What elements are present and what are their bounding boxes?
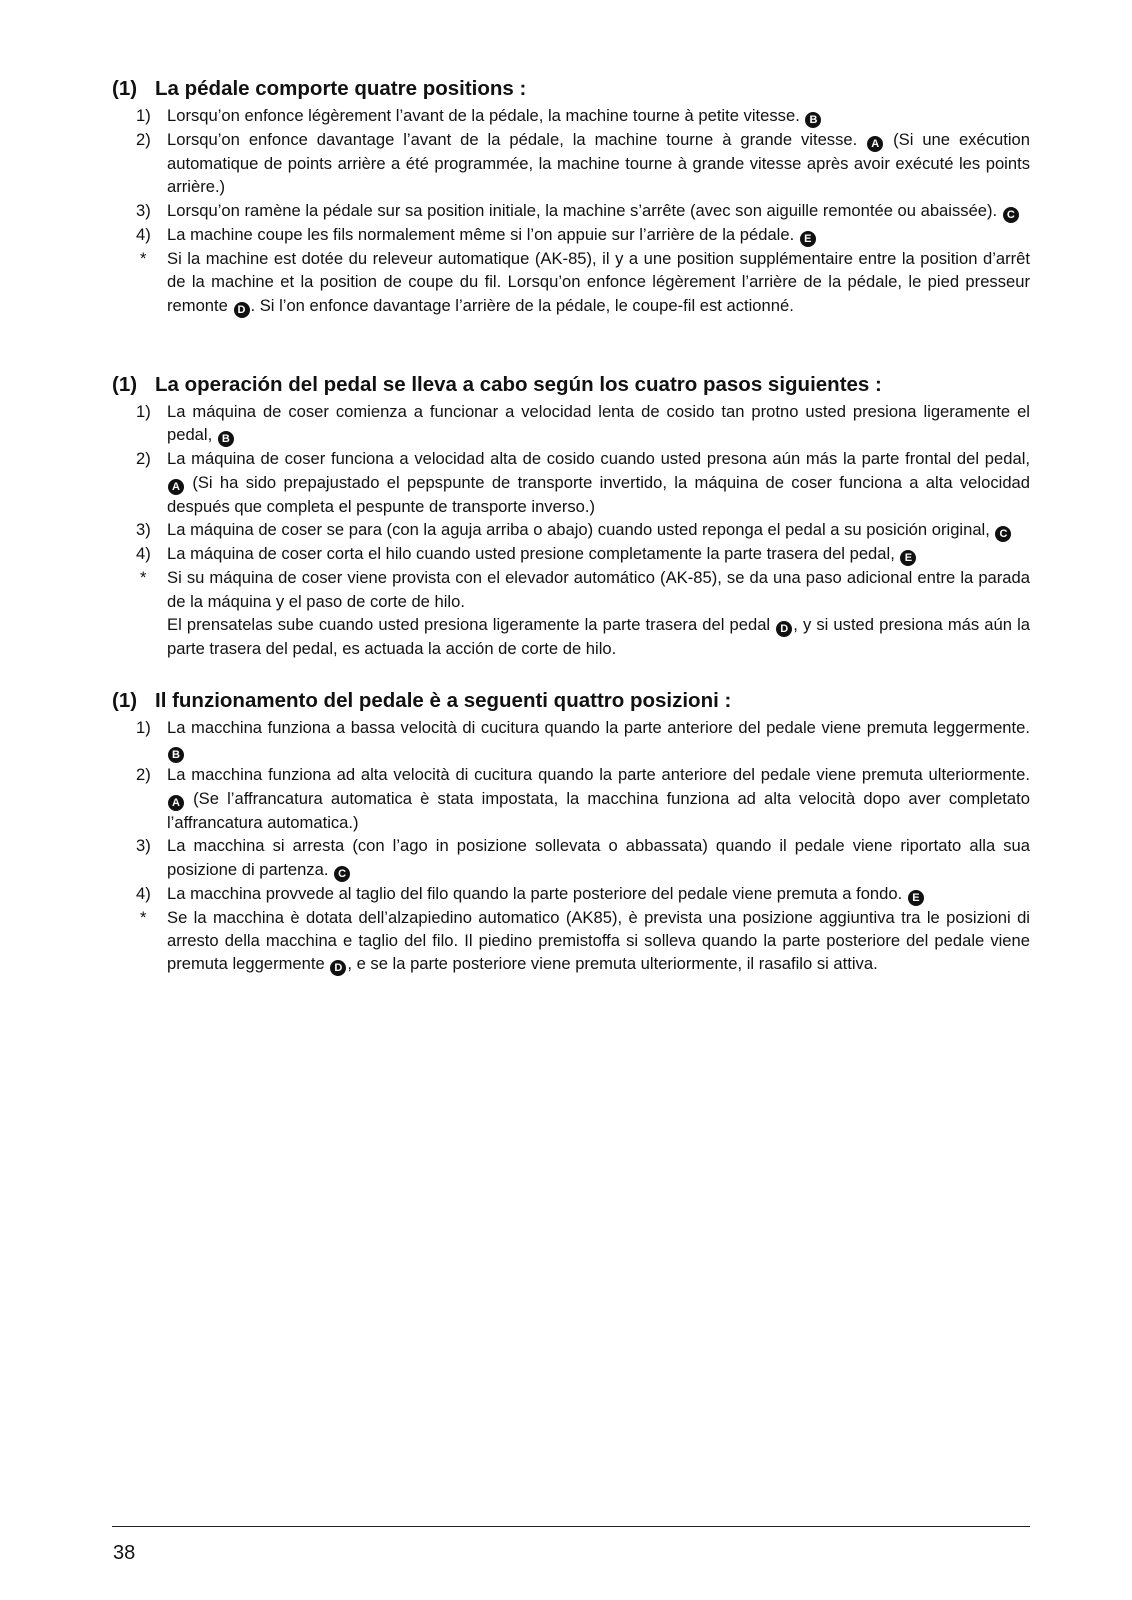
circled-letter-a-icon: A	[168, 795, 184, 811]
item-text: Lorsqu’on enfonce davantage l’avant de la pédale, la machine tourne à grande vitesse.	[167, 130, 858, 149]
item-text: Si la machine est dotée du releveur automatique (AK-85), il y a une position supplémentaire entre la position d’arrêt de la machine et la position de coupe du fil. Lorsqu’on enfonce légèrement l’arrière de la pédale, le pied presseur remonte	[167, 248, 1030, 315]
circled-letter-d-icon: D	[234, 302, 250, 318]
footer-divider	[112, 1526, 1030, 1527]
item-marker: 1)	[136, 718, 151, 737]
section-heading: (1) La operación del pedal se lleva a cabo según los cuatro pasos siguientes :	[112, 373, 882, 396]
section-french	[112, 76, 1030, 318]
item-marker: *	[140, 248, 147, 268]
circled-letter-c-icon: C	[1003, 207, 1019, 223]
item-text: La macchina si arresta (con l’ago in posizione sollevata o abbassata) quando il pedale viene riportato alla sua posizione di partenza.	[167, 836, 1030, 879]
section-heading: (1) La pédale comporte quatre positions :	[112, 77, 527, 100]
item-text-continued: (Se l’affrancatura automatica è stata impostata, la macchina funziona ad alta velocità dopo aver completato l’affrancatura automatica.)	[167, 788, 1030, 832]
circled-letter-a-icon: A	[867, 136, 883, 152]
item-marker: 4)	[136, 544, 151, 564]
list-item	[112, 223, 1030, 247]
item-marker: *	[140, 568, 147, 588]
item-marker: 2)	[136, 449, 151, 469]
item-marker: 3)	[136, 200, 151, 220]
item-text: La máquina de coser funciona a velocidad alta de cosido cuando usted presona aún más la parte frontal del pedal,	[167, 449, 1030, 469]
circled-letter-b-icon: B	[805, 112, 821, 128]
list-item	[112, 763, 1030, 834]
item-text-continued: , y si usted presiona más aún la parte trasera del pedal, es actuada la acción de corte de hilo.	[167, 615, 1031, 659]
item-text: Se la macchina è dotata dell’alzapiedino automatico (AK85), è prevista una posizione aggiuntiva tra le posizioni di arresto della macchina e taglio del filo. Il piedino premistoffa si solleva quando la parte posteriore del pedale viene premuta leggermente	[167, 907, 1030, 974]
item-marker: 4)	[136, 224, 151, 244]
list-item	[112, 104, 1030, 128]
list-item	[112, 542, 1030, 566]
item-text: La máquina de coser se para (con la aguja arriba o abajo) cuando usted reponga el pedal a su posición original,	[167, 520, 990, 540]
list-item	[112, 906, 1030, 977]
item-list	[112, 400, 1030, 660]
circled-letter-c-icon: C	[334, 866, 350, 882]
circled-letter-c-icon: C	[995, 526, 1011, 542]
item-text: Si su máquina de coser viene provista con el elevador automático (AK-85), se da una paso adicional entre la parada de la máquina y el paso de corte de hilo.	[167, 568, 1030, 611]
list-item	[112, 716, 1030, 763]
item-marker: 4)	[136, 883, 151, 903]
circled-letter-d-icon: D	[776, 621, 792, 637]
section-italian	[112, 688, 1030, 976]
list-item	[112, 400, 1030, 447]
item-marker: 3)	[136, 836, 151, 856]
item-text: El prensatelas sube cuando usted presiona ligeramente la parte trasera del pedal	[167, 615, 771, 635]
list-item	[112, 128, 1030, 199]
list-item	[112, 447, 1030, 518]
circled-letter-d-icon: D	[330, 960, 346, 976]
section-spanish	[112, 372, 1030, 660]
circled-letter-b-icon: B	[168, 747, 184, 763]
list-item	[112, 613, 1030, 660]
list-item	[112, 834, 1030, 881]
circled-letter-e-icon: E	[800, 231, 816, 247]
circled-letter-e-icon: E	[908, 890, 924, 906]
item-text: Lorsqu’on enfonce légèrement l’avant de la pédale, la machine tourne à petite vitesse.	[167, 106, 800, 125]
item-marker: 1)	[136, 106, 151, 125]
item-text-continued: (Si une exécution automatique de points arrière a été programmée, la machine tourne à grande vitesse après avoir exécuté les points arrière.)	[167, 130, 1030, 197]
item-text: La macchina funziona ad alta velocità di cucitura quando la parte anteriore del pedale viene premuta ulteriormente.	[167, 765, 1030, 785]
item-text: Lorsqu’on ramène la pédale sur sa position initiale, la machine s’arrête (avec son aiguille remontée ou abaissée).	[167, 200, 998, 220]
list-item	[112, 882, 1030, 906]
item-list	[112, 104, 1030, 318]
circled-letter-b-icon: B	[218, 431, 234, 447]
item-text: La máquina de coser comienza a funcionar a velocidad lenta de cosido tan protno usted presiona ligeramente el pedal,	[167, 402, 1030, 445]
item-marker: 1)	[136, 402, 151, 421]
item-text: La máquina de coser corta el hilo cuando usted presione completamente la parte trasera del pedal,	[167, 544, 895, 564]
list-item	[112, 199, 1030, 223]
item-text-continued: (Si ha sido prepajustado el pepspunte de transporte invertido, la máquina de coser funciona a alta velocidad después que completa el pespunte de transporte inverso.)	[167, 472, 1030, 516]
item-text-continued: . Si l’on enfonce davantage l’arrière de la pédale, le coupe-fil est actionné.	[250, 295, 794, 315]
item-marker: 2)	[136, 765, 151, 785]
page-number: 38	[113, 1542, 136, 1564]
list-item	[112, 247, 1030, 318]
list-item	[112, 566, 1030, 613]
circled-letter-a-icon: A	[168, 479, 184, 495]
item-text-continued: , e se la parte posteriore viene premuta ulteriormente, il rasafilo si attiva.	[347, 954, 878, 974]
item-marker: *	[140, 907, 147, 927]
item-text: La machine coupe les fils normalement même si l’on appuie sur l’arrière de la pédale.	[167, 224, 795, 244]
section-heading: (1) Il funzionamento del pedale è a seguenti quattro posizioni :	[112, 689, 732, 712]
item-text: La macchina funziona a bassa velocità di cucitura quando la parte anteriore del pedale viene premuta leggermente.	[167, 718, 1030, 737]
item-marker: 3)	[136, 520, 151, 540]
list-item	[112, 518, 1030, 542]
item-list	[112, 716, 1030, 976]
item-text: La macchina provvede al taglio del filo quando la parte posteriore del pedale viene premuta a fondo.	[167, 883, 903, 903]
circled-letter-e-icon: E	[900, 550, 916, 566]
item-marker: 2)	[136, 130, 151, 149]
